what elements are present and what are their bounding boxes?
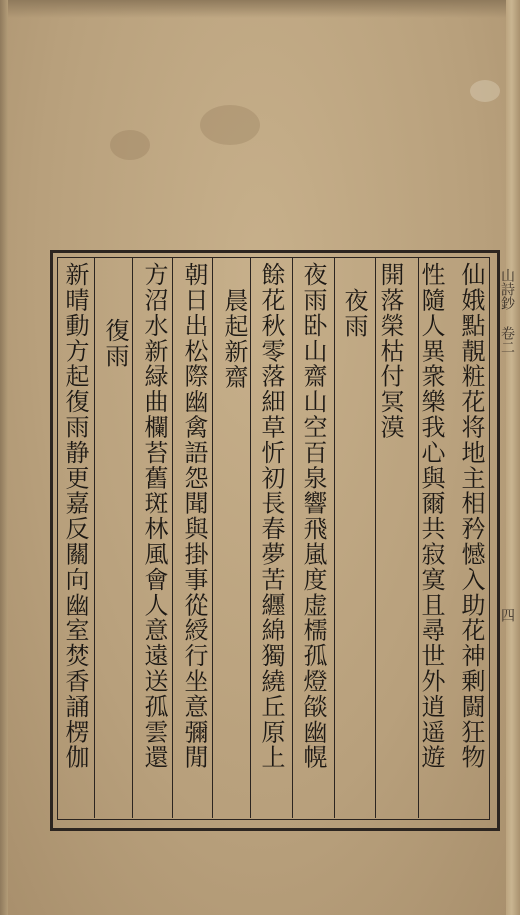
poem-title: 晨起新齋	[220, 288, 248, 390]
page-fore-edge	[506, 0, 520, 915]
margin-header-mark: 山詩鈔 卷二	[499, 268, 515, 354]
paper-stain	[110, 130, 150, 160]
column-divider	[94, 258, 95, 818]
page-gutter	[0, 0, 8, 915]
column-divider	[250, 258, 251, 818]
column-divider	[132, 258, 133, 818]
poem-title: 復雨	[101, 318, 129, 369]
column-divider	[292, 258, 293, 818]
page-top-shadow	[0, 0, 520, 18]
text-column: 仙娥點靚粧花将地主相矜憾入助花神剰闘狂物	[457, 262, 485, 770]
poem-title: 夜雨	[340, 288, 368, 339]
text-column: 性隨人異衆樂我心與爾共寂寞且尋世外逍遥遊	[417, 262, 445, 770]
margin-page-number: 四	[499, 608, 515, 622]
paper-wear	[470, 80, 500, 102]
text-column: 方沼水新緑曲欄苔舊斑林風會人意遠送孤雲還	[140, 262, 168, 770]
column-divider	[212, 258, 213, 818]
text-column: 開落榮枯付冥漠	[376, 262, 404, 440]
column-divider	[172, 258, 173, 818]
column-divider	[334, 258, 335, 818]
text-column: 新晴動方起復雨静更嘉反關向幽室焚香誦楞伽	[61, 262, 89, 770]
text-column: 朝日出松際幽禽語怨聞與掛事從綬行坐意彌閒	[180, 262, 208, 770]
text-column: 餘花秋零落細草忻初長春夢苦纒綿獨繞丘原上	[257, 262, 285, 770]
text-column: 夜雨卧山齋山空百泉響飛嵐度虚檽孤燈燄幽幌	[299, 262, 327, 770]
paper-stain	[200, 105, 260, 145]
